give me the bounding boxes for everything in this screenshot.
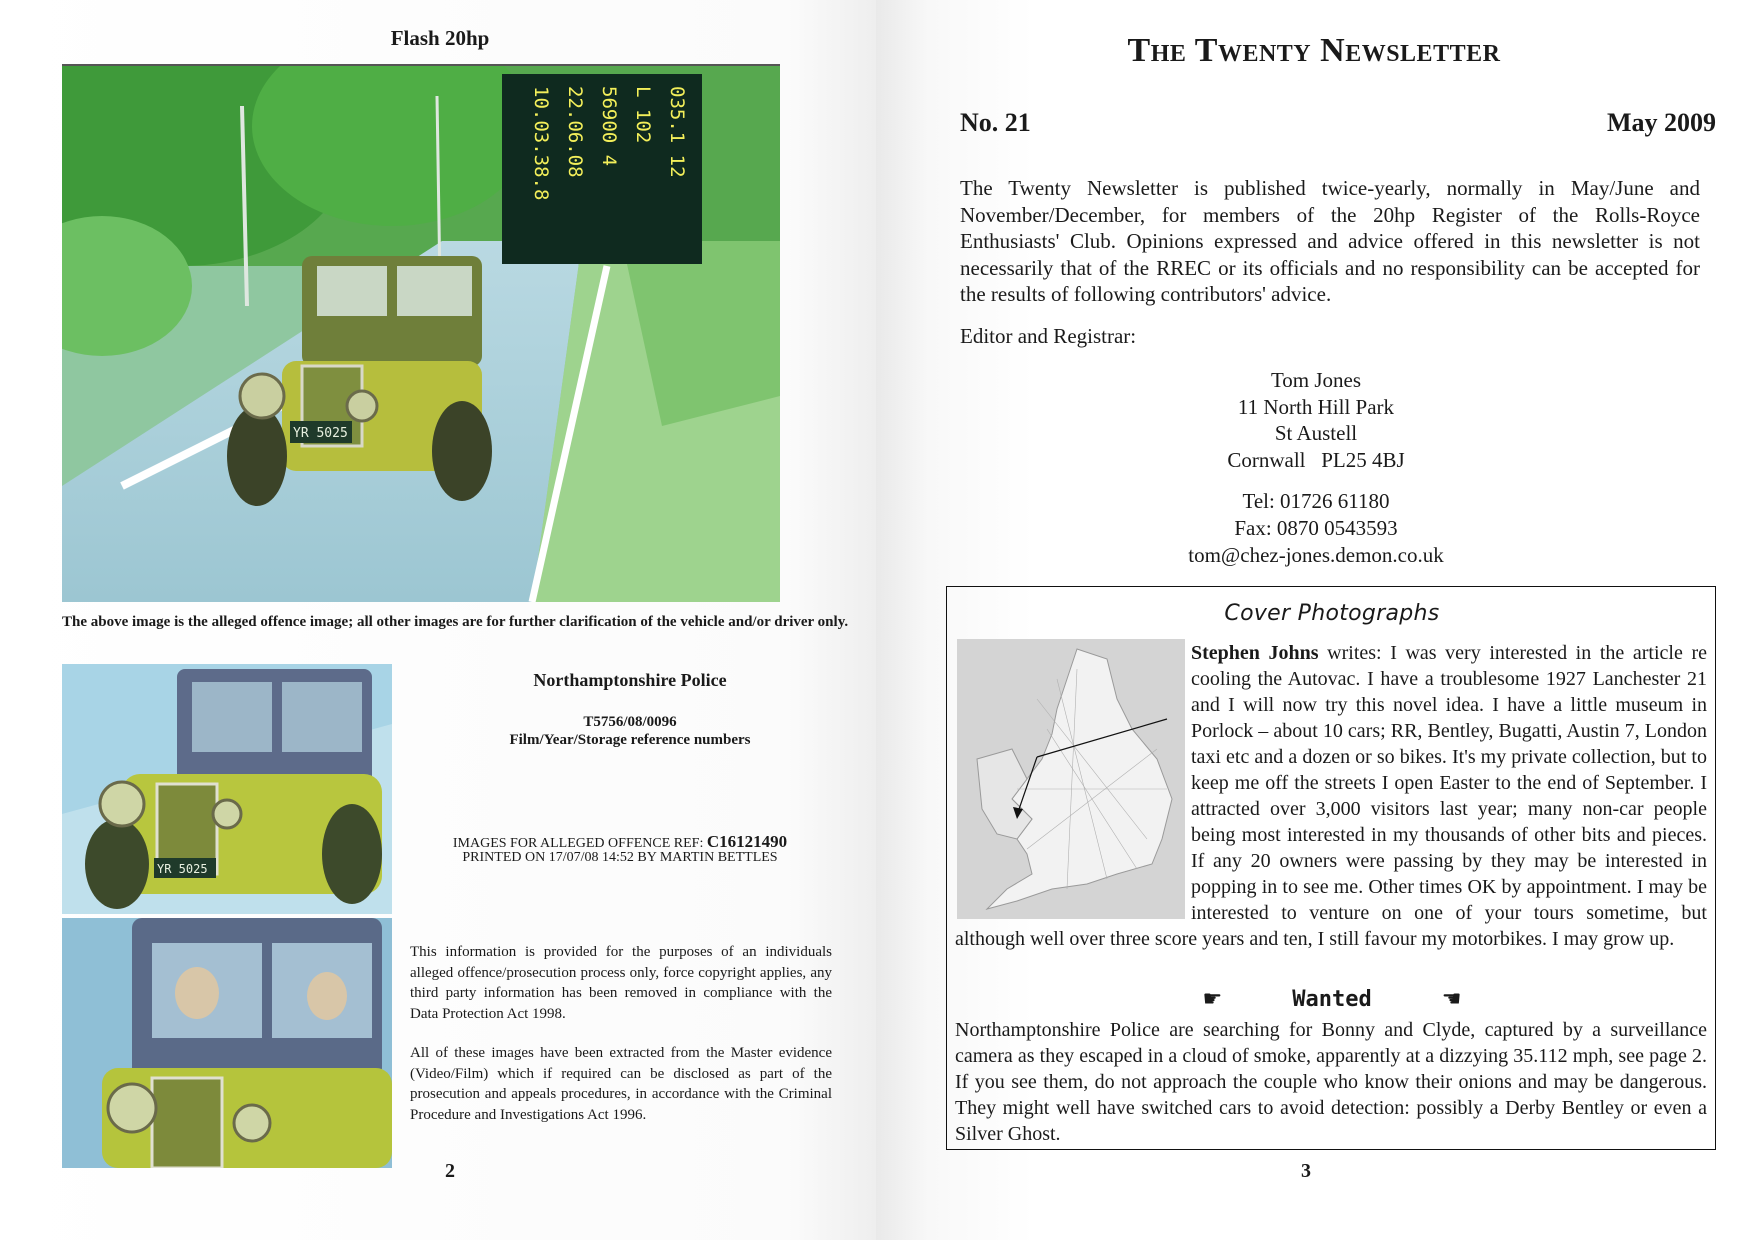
editor-address xyxy=(1056,367,1576,473)
wanted-article: Northamptonshire Police are searching for Bonny and Clyde, captured by a surveillance camera as they escaped in a cloud of smoke, apparently at a dizzying 35.112 mph, see page 2. If you see them, do not approach the couple who know their onions and may be dangerous. They might well have switched cars to avoid detection: possibly a Derby Bentley or even a Silver Ghost. xyxy=(955,1019,1707,1145)
editor-label: Editor and Registrar: xyxy=(960,324,1137,348)
car-front-image xyxy=(62,664,392,914)
number-plate: YR 5025 xyxy=(293,426,348,441)
camera-readout-line: 22.06.08 xyxy=(564,86,586,178)
camera-readout-line: L 102 xyxy=(632,86,654,144)
cover-article-body: writes: I was very interested in the article re cooling the Autovac. I have a troublesome 1927 Lanchester 21 and I will now try this novel idea. I have a little museum in Porlock – about 10 cars; RR, Bentley, Bugatti, Austin 7, London taxi etc and a dozen or so bikes. It's my private collection, but to keep me off the streets I open Easter to the end of September. I attracted over 3,000 visitors last year; many non-car people being most interested in my thousands of other bits and pieces. If any 20 owners were passing by they may be interested in popping in to see me. Other times OK by appointment. I may be interested to venture on one of your tours sometime, but although well over three score years and ten, I still favour my motorbikes. I may grow up. xyxy=(955,642,1707,950)
camera-readout-line: 56900 4 xyxy=(598,86,620,167)
address-line: 11 North Hill Park xyxy=(1237,394,1395,419)
evidence-paragraph: All of these images have been extracted from the Master evidence (Video/Film) which if required can be disclosed as part of the prosecution and appeals procedures, in accordance with the Criminal Procedure and Investigations Act 1996. xyxy=(410,1045,832,1123)
telephone: Tel: 01726 61180 xyxy=(1242,489,1390,513)
camera-readout-line: 035.1 12 xyxy=(666,86,688,178)
car-driver-closeup-image xyxy=(62,918,392,1168)
fax: Fax: 0870 0543593 xyxy=(1234,516,1398,540)
camera-readout-line: 10.03.38.8 xyxy=(530,86,552,201)
page-number-right: 3 xyxy=(1301,1160,1311,1182)
police-force-name: Northamptonshire Police xyxy=(533,670,727,690)
alleged-offence-reference xyxy=(400,832,840,852)
address-line: St Austell xyxy=(1274,421,1358,445)
storage-reference: T5756/08/0096 xyxy=(583,714,677,730)
photo-caption: The above image is the alleged offence image; all other images are for further clarification of the vehicle and/or driver only. xyxy=(62,614,849,630)
number-plate-mid: YR 5025 xyxy=(157,862,208,876)
editor-contacts xyxy=(1056,488,1576,569)
alleged-offence-label: IMAGES FOR ALLEGED OFFENCE REF: xyxy=(452,836,704,851)
vehicle-clarification-photo-2 xyxy=(62,918,392,1168)
intro-paragraph: The Twenty Newsletter is published twice-yearly, normally in May/June and November/December, for members of the 20hp Register of the Rolls-Royce Enthusiasts' Club. Opinions expressed and advice offered in this newsletter is not necessarily that of the RREC or its officials and no responsibility can be accepted for the results of following contributors' advice. xyxy=(960,176,1700,306)
cover-heading: Cover Photographs xyxy=(1224,601,1440,626)
page-number-left: 2 xyxy=(445,1160,455,1182)
wanted-heading-row xyxy=(947,987,1717,1012)
disclaimer-paragraph: This information is provided for the purposes of an individuals alleged offence/prosecution process only, force copyright applies, any third party information has been removed in compliance with the Data Protection Act 1998. xyxy=(410,944,832,1022)
address-line: Tom Jones xyxy=(1270,368,1362,392)
printed-on-line: PRINTED ON 17/07/08 14:52 BY MARTIN BETTLES xyxy=(462,850,778,865)
page-title: Flash 20hp xyxy=(390,26,490,50)
issue-date: May 2009 xyxy=(1606,108,1716,137)
pointing-hand-right-icon: ☛ xyxy=(1202,987,1223,1012)
issue-number: No. 21 xyxy=(960,108,1031,137)
vehicle-clarification-photo-1 xyxy=(62,664,392,914)
cover-article xyxy=(955,640,1707,952)
right-page xyxy=(876,0,1752,1240)
wanted-heading: Wanted xyxy=(1292,987,1372,1012)
newsletter-title: The Twenty Newsletter xyxy=(1127,32,1501,69)
email: tom@chez-jones.demon.co.uk xyxy=(1188,543,1444,567)
speed-camera-photo xyxy=(62,64,780,602)
cover-photographs-box xyxy=(946,586,1716,1150)
alleged-offence-ref-number: C16121490 xyxy=(706,832,788,851)
cover-author: Stephen Johns xyxy=(1191,642,1319,664)
storage-reference-description: Film/Year/Storage reference numbers xyxy=(509,732,751,748)
camera-readout xyxy=(516,80,696,250)
address-line: Cornwall PL25 4BJ xyxy=(1227,447,1405,472)
pointing-hand-left-icon: ☚ xyxy=(1441,987,1462,1012)
